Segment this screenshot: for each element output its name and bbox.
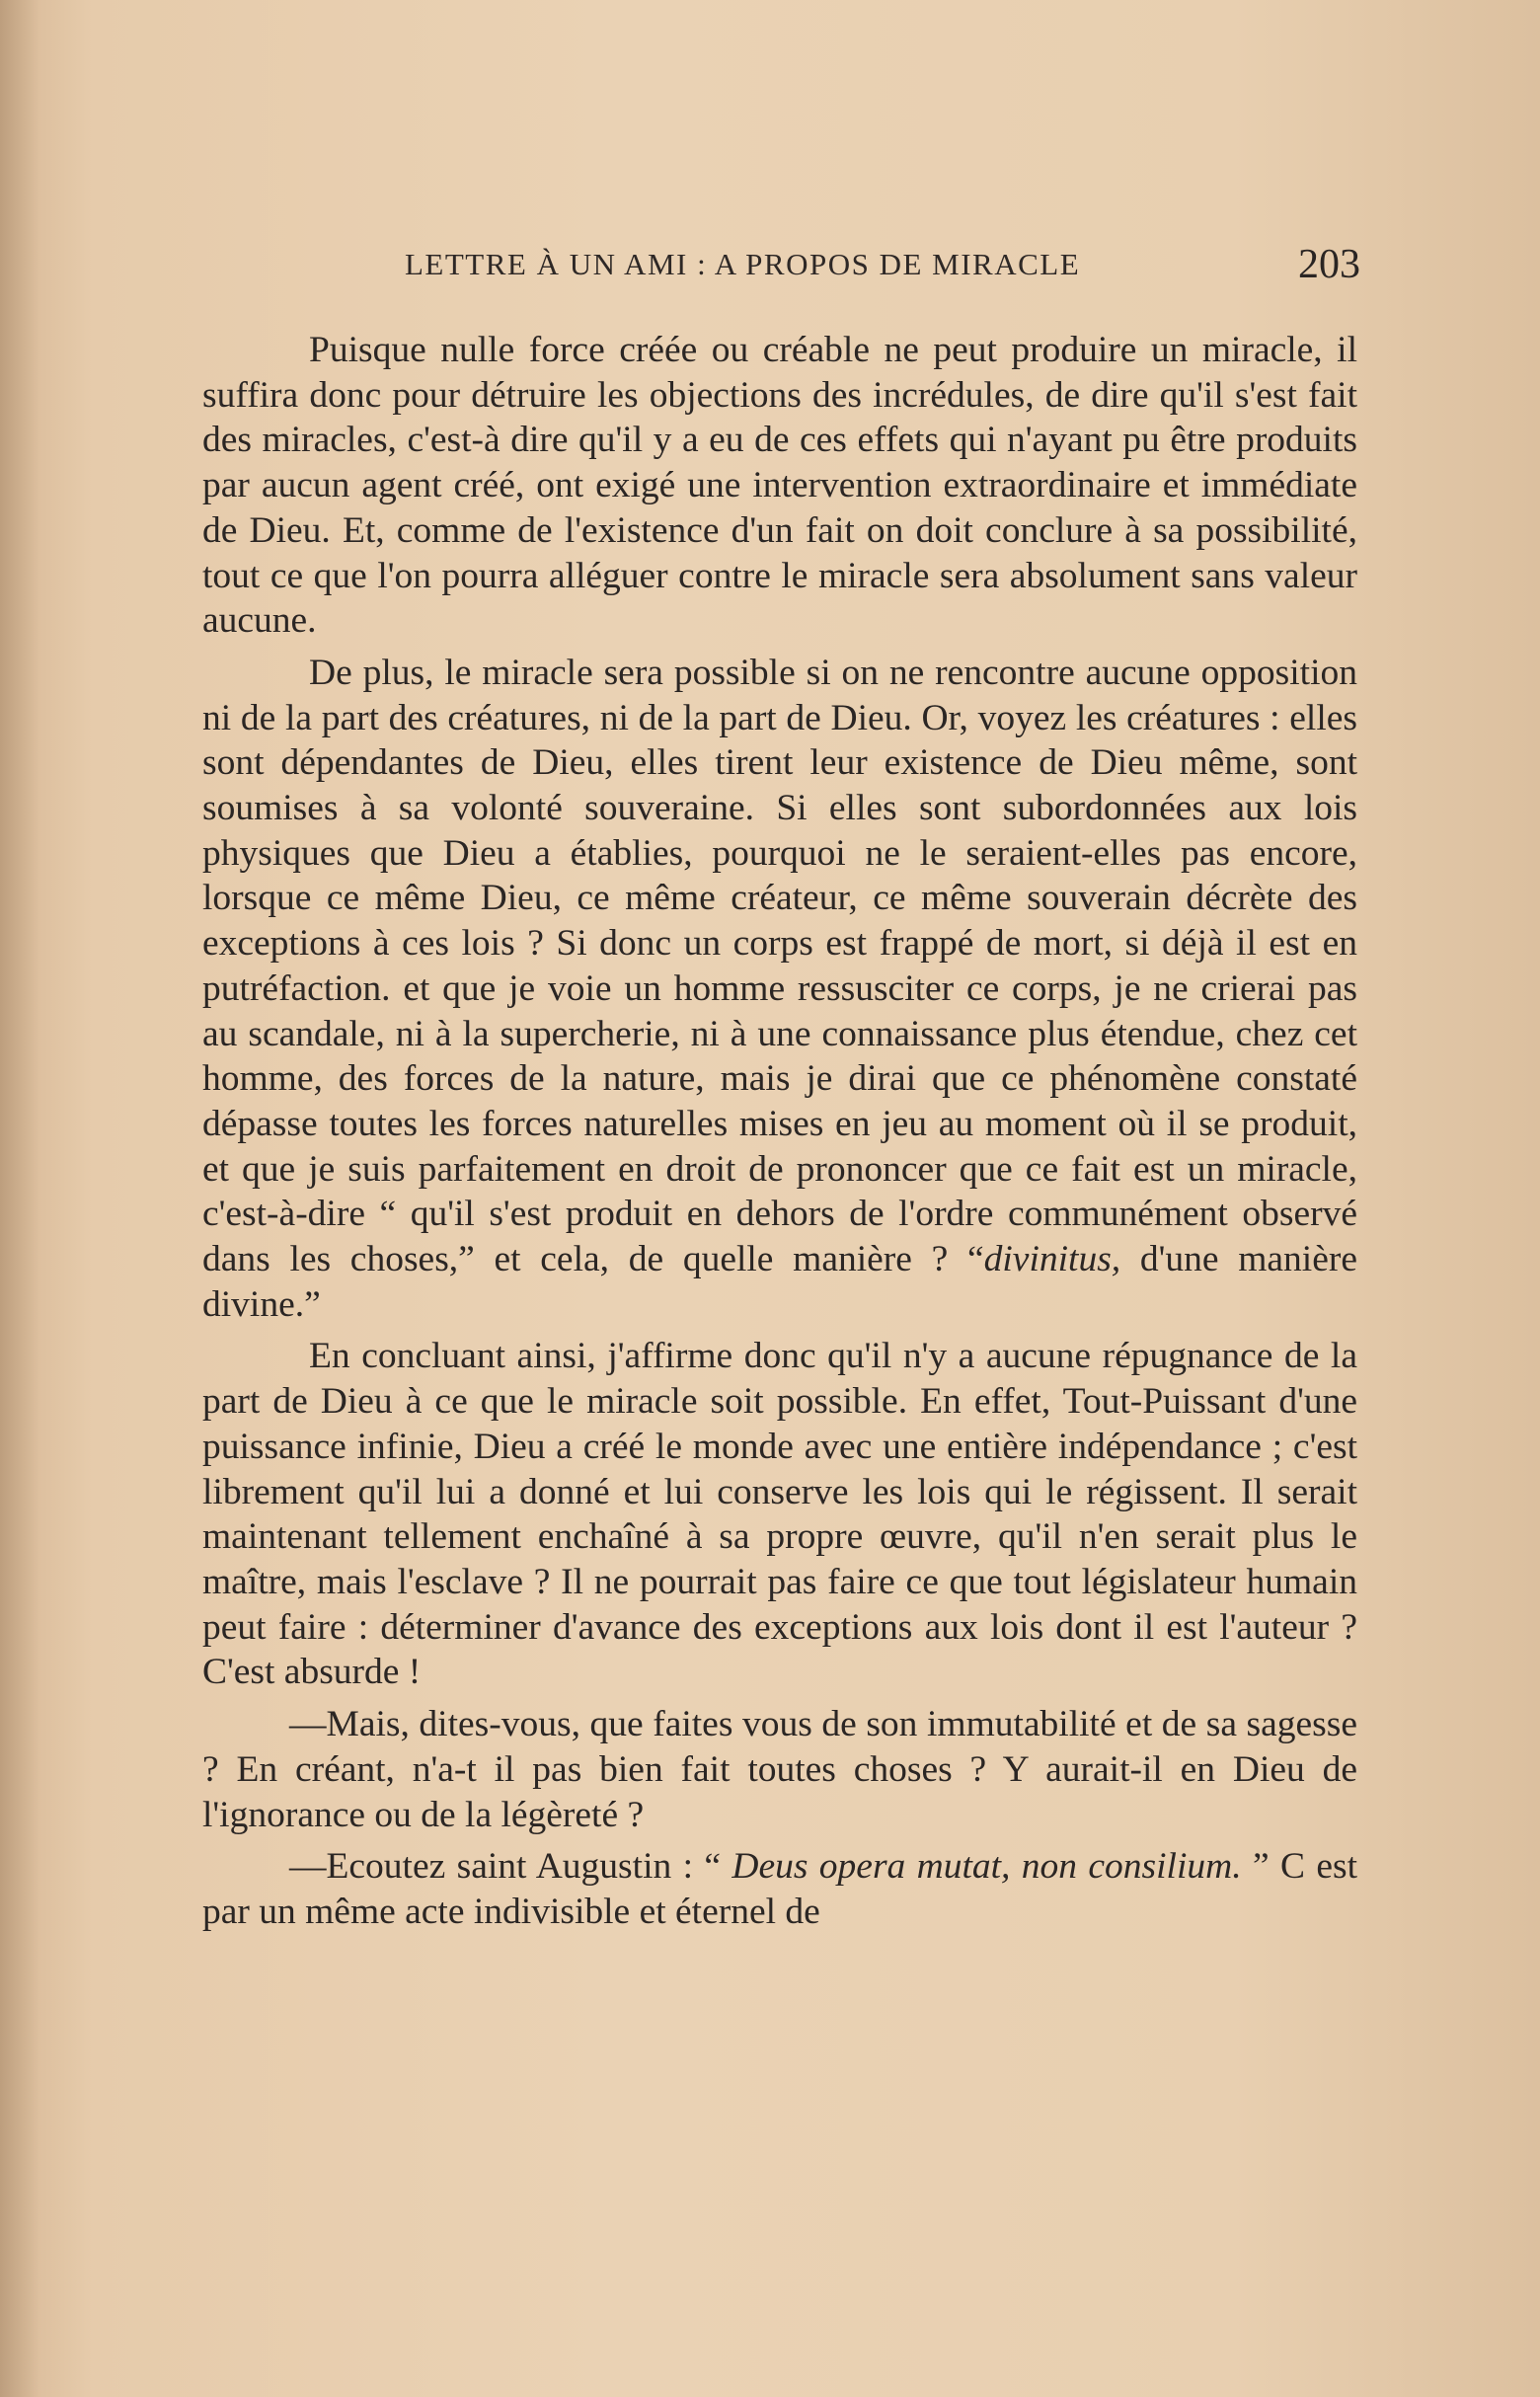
paragraph-4 <box>202 1702 1357 1837</box>
paragraph-5-italic: Deus opera mutat, non consilium. <box>732 1846 1242 1888</box>
paragraph-5-text: —Ecoutez saint Augustin : “ <box>289 1846 732 1888</box>
paragraph-4-text: —Mais, dites-vous, que faites vous de son immutabilité et de sa sagesse ? En créant, n'a-t il pas bien fait toutes choses ? Y aurait-il en Dieu de l'ignorance ou de la légèreté ? <box>202 1704 1357 1835</box>
paragraph-1 <box>202 328 1357 644</box>
running-title: LETTRE À UN AMI : A PROPOS DE MIRACLE <box>405 247 1081 281</box>
paragraph-2-text: De plus, le miracle sera possible si on ne rencontre aucune opposition ni de la part des créatures, ni de la part de Dieu. Or, voyez les créatures : elles sont dépendantes de Dieu, elles tirent leur existence de Dieu même, sont soumises à sa volonté souveraine. Si elles sont subordonnées aux lois physiques que Dieu a établies, pourquoi ne le seraient-elles pas encore, lorsque ce même Dieu, ce même créateur, ce même souverain décrète des exceptions à ces lois ? Si donc un corps est frappé de mort, si déjà il est en putréfaction. et que je voie un homme ressusciter ce corps, je ne crierai pas au scandale, ni à la supercherie, ni à une connaissance plus étendue, chez cet homme, des forces de la nature, mais je dirai que ce phénomène constaté dépasse toutes les forces naturelles mises en jeu au moment où il se produit, et que je suis parfaitement en droit de prononcer que ce fait est un miracle, c'est-à-dire “ qu'il s'est produit en dehors de l'ordre communément observé dans les choses,” et cela, de quelle manière ? “ <box>202 652 1357 1280</box>
binding-shadow <box>0 0 39 2397</box>
paragraph-3-text: En concluant ainsi, j'affirme donc qu'il n'y a aucune répugnance de la part de Dieu à ce que le miracle soit possible. En effet, Tout-Puissant d'une puissance infinie, Dieu a créé le monde avec une entière indépendance ; c'est librement qu'il lui a donné et lui conserve les lois qui le régissent. Il serait maintenant tellement enchaîné à sa propre œuvre, qu'il n'en serait plus le maître, mais l'esclave ? Il ne pourrait pas faire ce que tout législateur humain peut faire : déterminer d'avance des exceptions aux lois dont il est l'auteur ? C'est absurde ! <box>202 1336 1357 1693</box>
paragraph-2-after: d'une manière divine.” <box>202 1239 1357 1325</box>
paragraph-2 <box>202 651 1357 1328</box>
page-number: 203 <box>1298 242 1360 287</box>
running-head <box>405 242 1360 296</box>
paragraph-5-after: ” C est par un même acte indivisible et éternel de <box>202 1846 1357 1932</box>
paragraph-3 <box>202 1334 1357 1695</box>
paragraph-1-text: Puisque nulle force créée ou créable ne peut produire un miracle, il suffira donc pour détruire les objections des incrédules, de dire qu'il s'est fait des miracles, c'est-à dire qu'il y a eu de ces effets qui n'ayant pu être produits par aucun agent créé, ont exigé une intervention extraordinaire et immédiate de Dieu. Et, comme de l'existence d'un fait on doit conclure à sa possibilité, tout ce que l'on pourra alléguer contre le miracle sera absolument sans valeur aucune. <box>202 330 1357 642</box>
body-text <box>202 328 1357 1935</box>
paragraph-5 <box>202 1844 1357 1934</box>
paragraph-2-italic: divinitus, <box>983 1239 1121 1280</box>
